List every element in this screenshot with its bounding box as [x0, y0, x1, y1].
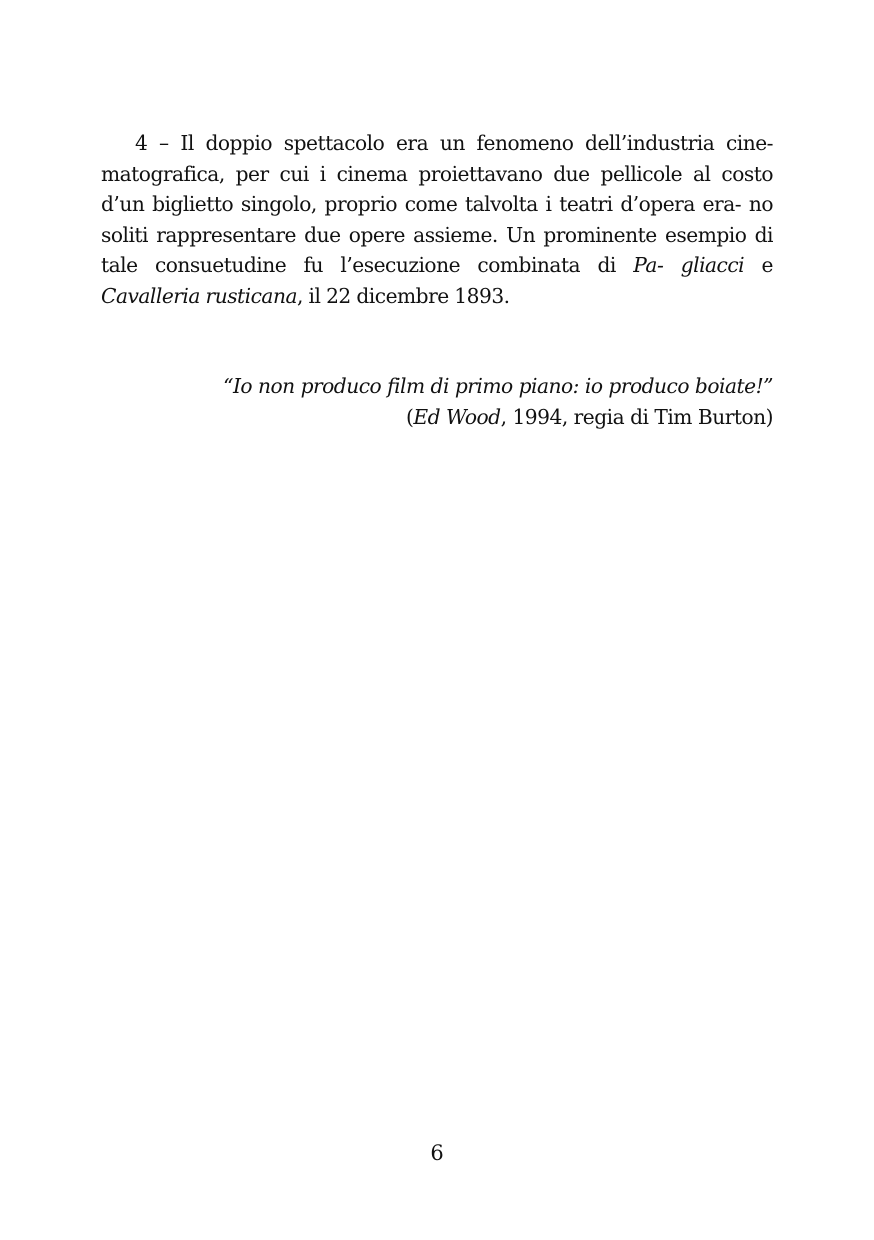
opera-title-cavalleria: Cavalleria rusticana	[101, 283, 298, 308]
epigraph-source	[133, 402, 773, 433]
footnote-line-2: matografica, per cui i cinema proiettavano due pellicole al costo	[101, 161, 773, 186]
footnote-line-5: esempio di tale consuetudine fu l’esecuzione combinata di	[101, 222, 773, 277]
footnote-paragraph	[101, 128, 773, 311]
opera-title-pagliacci-part-1: Pa-	[633, 253, 664, 277]
opera-title-pagliacci-part-2: gliacci	[680, 253, 745, 277]
epigraph-open-paren: (	[406, 404, 414, 429]
epigraph	[133, 371, 773, 432]
footnote-line-3: d’un biglietto singolo, proprio come talvolta i teatri d’opera era-	[101, 192, 742, 216]
footnote-line-1: 4 – Il doppio spettacolo era un fenomeno dell’industria cine-	[135, 131, 773, 155]
footnote-conjunction: e	[744, 253, 773, 277]
epigraph-film-title: Ed Wood	[413, 404, 501, 429]
footnote-line-4: no soliti rappresentare due opere assieme. Un prominente	[101, 192, 773, 247]
page-number: 6	[430, 1141, 444, 1165]
footnote-ending: , il 22 dicembre 1893.	[297, 283, 510, 308]
epigraph-source-rest: , 1994, regia di Tim Burton)	[500, 404, 773, 429]
epigraph-quote: “Io non produco film di primo piano: io produco boiate!”	[223, 374, 773, 398]
